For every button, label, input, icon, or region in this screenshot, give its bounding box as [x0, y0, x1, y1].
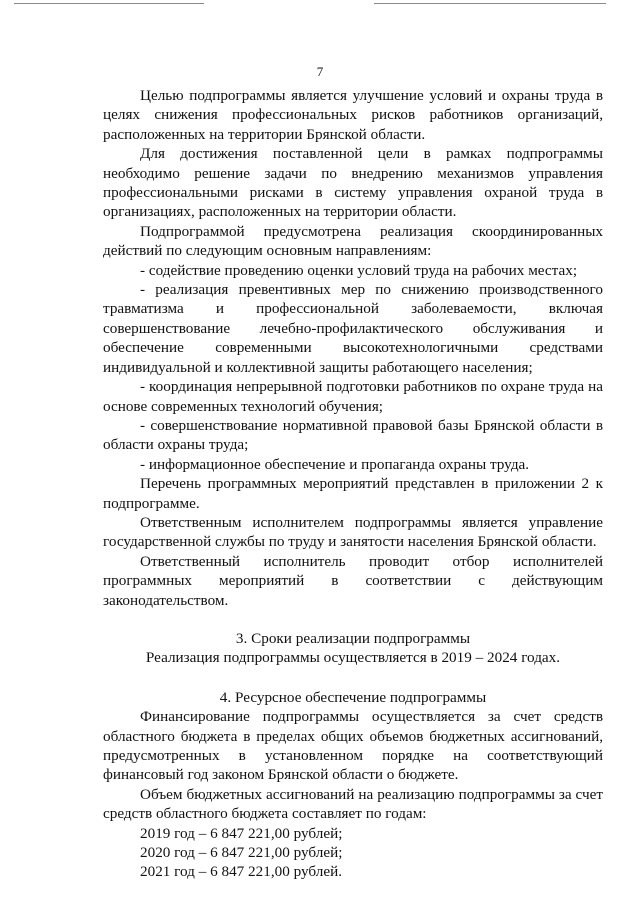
budget-year-item: 2020 год – 6 847 221,00 рублей; — [140, 844, 343, 862]
budget-years-list — [103, 824, 603, 882]
volume-intro-paragraph: Объем бюджетных ассигнований на реализацию подпрограммы за счет средств областного бюджета составляет по годам: — [103, 785, 603, 823]
document-body — [103, 86, 603, 882]
section-3-text: Реализация подпрограммы осуществляется в 2019 – 2024 годах. — [145, 649, 561, 667]
section-3-heading: 3. Сроки реализации подпрограммы — [235, 629, 471, 647]
goal-paragraph: Целью подпрограммы является улучшение условий и охраны труда в целях снижения профессиональных рисков работников организаций, расположенных на территории Брянской области. — [103, 87, 603, 143]
activities-list-paragraph: Перечень программных мероприятий представлен в приложении 2 к подпрограмме. — [103, 475, 603, 512]
budget-year-item: 2021 год – 6 847 221,00 рублей. — [140, 863, 343, 881]
direction-item: - координация непрерывной подготовки работников по охране труда на основе современных технологий обучения; — [103, 378, 603, 415]
task-paragraph: Для достижения поставленной цели в рамках подпрограммы необходимо решение задачи по внедрению механизмов управления профессиональными рисками в систему управления охраной труда в организациях, расположенных на территории области. — [103, 145, 603, 221]
page-number: 7 — [316, 64, 324, 79]
scan-edge-left — [14, 3, 204, 4]
scan-edge-right — [374, 3, 606, 4]
direction-item: - информационное обеспечение и пропаганда охраны труда. — [140, 455, 530, 473]
section-4-heading: 4. Ресурсное обеспечение подпрограммы — [219, 688, 487, 706]
financing-paragraph: Финансирование подпрограммы осуществляется за счет средств областного бюджета в пределах общих объемов бюджетных ассигнований, предусмотренных в установленном порядке на соответствующий финансовый год законом Брянской области о бюджете. — [103, 708, 603, 784]
selection-paragraph: Ответственный исполнитель проводит отбор исполнителей программных мероприятий в соответствии с действующим законодательством. — [103, 552, 603, 609]
direction-item: - совершенствование нормативной правовой базы Брянской области в области охраны труда; — [103, 416, 603, 454]
directions-intro: Подпрограммой предусмотрена реализация скоординированных действий по следующим основным направлениям: — [103, 222, 603, 260]
direction-item: - реализация превентивных мер по снижению производственного травматизма и профессиональной заболеваемости, включая совершенствование лечебно-профилактического обслуживания и обеспечение современными высокотехнологичными средствами индивидуальной и коллективной защиты работающего населения; — [103, 281, 603, 376]
responsible-paragraph: Ответственным исполнителем подпрограммы является управление государственной службы по труду и занятости населения Брянской области. — [103, 513, 603, 551]
budget-year-item: 2019 год – 6 847 221,00 рублей; — [140, 824, 343, 842]
direction-item: - содействие проведению оценки условий труда на рабочих местах; — [140, 261, 578, 279]
